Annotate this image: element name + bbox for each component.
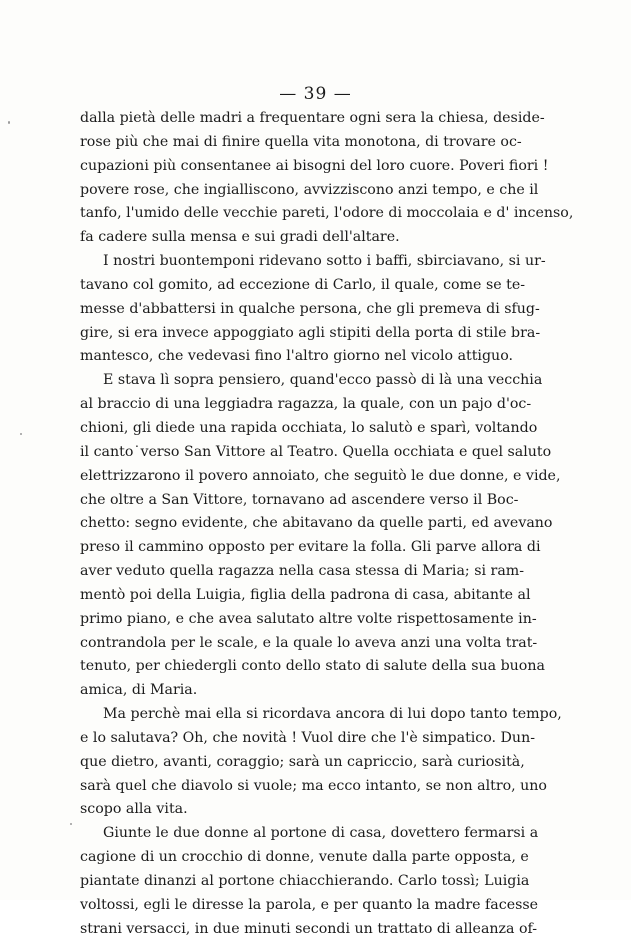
text-line: gire, si era invece appoggiato agli stipiti della porta di stile bra- [80, 324, 541, 341]
text-line: cupazioni più consentanee ai bisogni del loro cuore. Poveri fiori ! [80, 157, 549, 174]
text-line: dalla pietà delle madri a frequentare ogni sera la chiesa, deside- [80, 110, 545, 126]
text-line: fa cadere sulla mensa e sui gradi dell'altare. [80, 229, 400, 246]
text-line: I nostri buontemponi ridevano sotto i baffi, sbirciavano, si ur- [103, 253, 546, 270]
text-line: scopo alla vita. [80, 801, 188, 818]
text-line: che oltre a San Vittore, tornavano ad ascendere verso il Boc- [80, 491, 519, 508]
text-line: tenuto, per chiedergli conto dello stato di salute della sua buona [80, 658, 545, 675]
text-line: strani versacci, in due minuti secondi un trattato di alleanza of- [80, 920, 538, 937]
text-line: e lo salutava? Oh, che novità ! Vuol dire che l'è simpatico. Dun- [80, 729, 536, 746]
body-text [80, 107, 574, 942]
scan-speck [20, 433, 22, 435]
scan-speck [70, 823, 72, 825]
text-line: contrandola per le scale, e la quale lo aveva anzi una volta trat- [80, 634, 538, 651]
scan-speck [8, 121, 10, 124]
text-line: rose più che mai di finire quella vita monotona, di trovare oc- [80, 133, 522, 150]
text-line: tanfo, l'umido delle vecchie pareti, l'odore di moccolaia e d' incenso, [80, 205, 574, 222]
text-line: povere rose, che ingialliscono, avvizziscono anzi tempo, e che il [80, 181, 539, 198]
text-line: sarà quel che diavolo si vuole; ma ecco intanto, se non altro, uno [80, 777, 547, 794]
text-line: mentò poi della Luigia, figlia della padrona di casa, abitante al [80, 586, 531, 603]
text-line: voltossi, egli le diresse la parola, e per quanto la madre facesse [80, 896, 539, 913]
text-line: primo piano, e che avea salutato altre volte rispettosamente in- [80, 610, 537, 627]
text-line: chetto: segno evidente, che abitavano da quelle parti, ed avevano [80, 515, 553, 532]
text-line: E stava lì sopra pensiero, quand'ecco passò di là una vecchia [103, 372, 543, 389]
text-line: amica, di Maria. [80, 682, 198, 699]
text-line: il canto˙verso San Vittore al Teatro. Quella occhiata e quel saluto [80, 443, 552, 460]
text-line: Ma perchè mai ella si ricordava ancora di lui dopo tanto tempo, [103, 706, 562, 723]
text-line: cagione di un crocchio di donne, venute dalla parte opposta, e [80, 849, 529, 866]
text-line: elettrizzarono il povero annoiato, che seguitò le due donne, e vide, [80, 467, 561, 484]
text-line: chioni, gli diede una rapida occhiata, lo salutò e sparì, voltando [80, 419, 538, 436]
text-line: al braccio di una leggiadra ragazza, la quale, con un pajo d'oc- [80, 396, 532, 413]
text-line: Giunte le due donne al portone di casa, dovettero fermarsi a [103, 825, 539, 842]
page-number: — 39 — [279, 84, 352, 104]
text-line: mantesco, che vedevasi fino l'altro giorno nel vicolo attiguo. [80, 348, 513, 365]
text-line: preso il cammino opposto per evitare la folla. Gli parve allora di [80, 539, 541, 556]
text-line: messe d'abbattersi in qualche persona, che gli premeva di sfug- [80, 300, 540, 317]
text-line: tavano col gomito, ad eccezione di Carlo, il quale, come se te- [80, 276, 526, 293]
text-line: aver veduto quella ragazza nella casa stessa di Maria; si ram- [80, 563, 525, 580]
text-line: que dietro, avanti, coraggio; sarà un capriccio, sarà curiosità, [80, 753, 525, 770]
text-line: piantate dinanzi al portone chiacchierando. Carlo tossì; Luigia [80, 873, 530, 889]
